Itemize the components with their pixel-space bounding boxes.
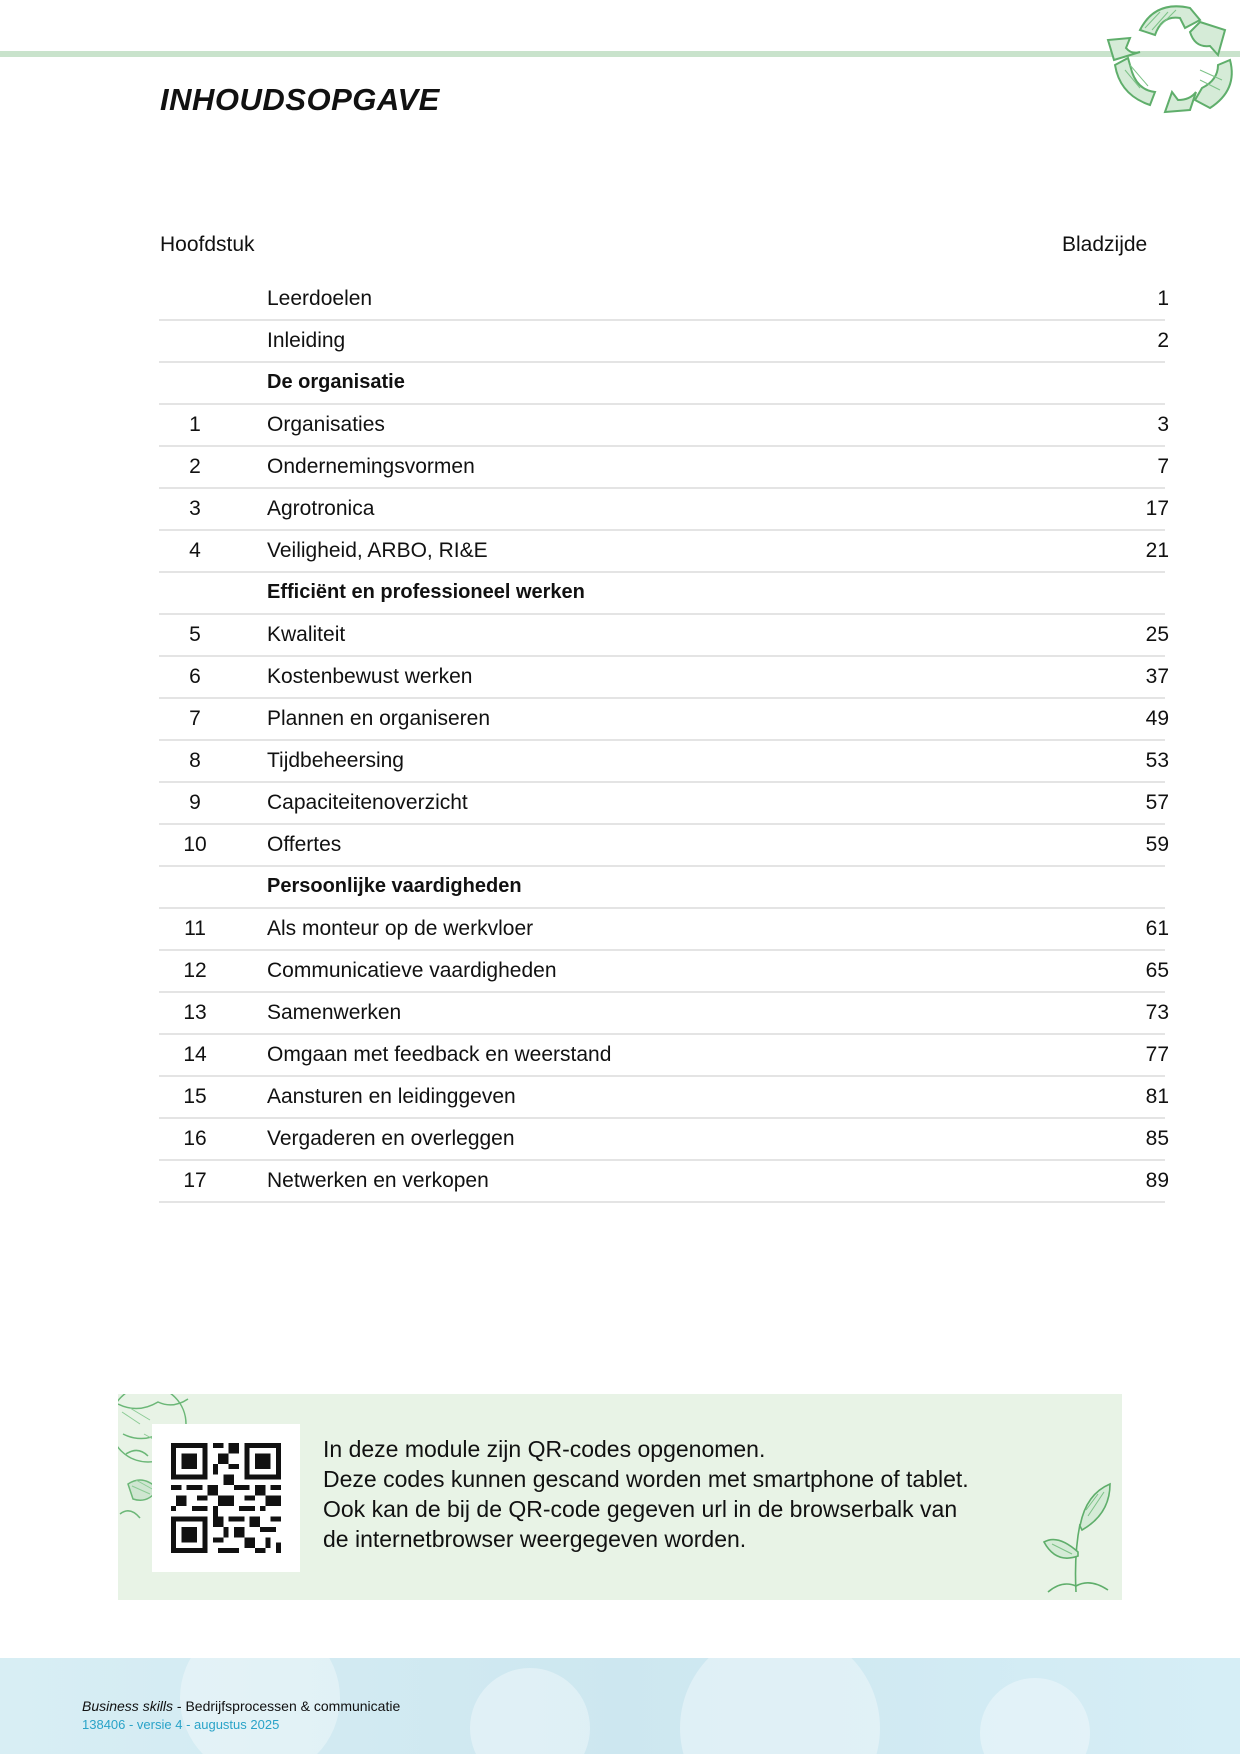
qr-info-line: de internetbrowser weergegeven worden. [323, 1526, 747, 1552]
toc-entry [159, 783, 1169, 825]
toc-page-number: 49 [1145, 707, 1169, 730]
toc-page-number: 59 [1145, 833, 1169, 856]
toc-entry [159, 909, 1169, 951]
toc-chapter-number: 7 [189, 707, 201, 730]
toc-entry [159, 405, 1169, 447]
toc-entry [159, 279, 1169, 321]
toc-page-number: 2 [1157, 329, 1169, 352]
toc-entry [159, 615, 1169, 657]
toc-title: Capaciteitenoverzicht [267, 791, 468, 814]
toc-title: Aansturen en leidinggeven [267, 1085, 516, 1108]
toc-title: Plannen en organiseren [267, 707, 491, 730]
toc-entry [159, 1161, 1169, 1203]
toc-title: Inleiding [267, 329, 346, 352]
qr-code [152, 1424, 300, 1572]
toc-section-heading [159, 363, 1165, 405]
footer [0, 1658, 1240, 1754]
toc-section-heading [159, 573, 1165, 615]
toc-page-number: 53 [1145, 749, 1169, 772]
table-of-contents [159, 279, 1169, 1203]
toc-chapter-number: 16 [183, 1127, 207, 1150]
toc-page-number: 25 [1145, 623, 1169, 646]
qr-info-line: Ook kan de bij de QR-code gegeven url in de browserbalk van [323, 1496, 958, 1522]
toc-chapter-number: 17 [183, 1169, 207, 1192]
toc-title: Agrotronica [267, 497, 375, 520]
toc-entry [159, 447, 1169, 489]
toc-chapter-number: 3 [189, 497, 201, 520]
toc-page-number: 37 [1145, 665, 1169, 688]
toc-page-number: 7 [1157, 455, 1169, 478]
toc-entry [159, 657, 1169, 699]
footer-version: 138406 - versie 4 - augustus 2025 [82, 1717, 280, 1732]
toc-chapter-number: 1 [189, 413, 201, 436]
footer-subtitle: - Bedrijfsprocessen & communicatie [173, 1698, 401, 1714]
toc-entry [159, 1035, 1169, 1077]
toc-page-number: 89 [1145, 1169, 1169, 1192]
qr-info-line: Deze codes kunnen gescand worden met smartphone of tablet. [323, 1466, 969, 1492]
toc-title: Als monteur op de werkvloer [267, 917, 534, 940]
toc-title: Leerdoelen [267, 287, 373, 310]
column-header-page: Bladzijde [1062, 233, 1148, 256]
qr-code-image [171, 1443, 281, 1553]
toc-entry [159, 1119, 1169, 1161]
toc-page-number: 61 [1145, 917, 1169, 940]
sprout-icon [1038, 1474, 1118, 1596]
toc-page-number: 3 [1157, 413, 1169, 436]
toc-entry [159, 825, 1169, 867]
toc-chapter-number: 5 [189, 623, 201, 646]
header-rule [0, 51, 1240, 57]
footer-book-title: Business skills [82, 1698, 174, 1714]
toc-title: Efficiënt en professioneel werken [267, 581, 585, 603]
recycle-icon [1100, 0, 1240, 118]
toc-title: De organisatie [267, 371, 405, 393]
column-header-chapter: Hoofdstuk [160, 233, 255, 256]
toc-title: Communicatieve vaardigheden [267, 959, 557, 982]
toc-page-number: 85 [1145, 1127, 1169, 1150]
footer-bubble [680, 1658, 880, 1754]
toc-chapter-number: 15 [183, 1085, 207, 1108]
toc-entry [159, 699, 1169, 741]
toc-title: Kwaliteit [267, 623, 346, 646]
toc-entry [159, 1077, 1169, 1119]
footer-title [82, 1698, 400, 1714]
toc-title: Offertes [267, 833, 342, 856]
toc-title: Netwerken en verkopen [267, 1169, 489, 1192]
toc-title: Kostenbewust werken [267, 665, 473, 688]
toc-title: Veiligheid, ARBO, RI&E [267, 539, 488, 562]
toc-chapter-number: 8 [189, 749, 201, 772]
qr-info-line: In deze module zijn QR-codes opgenomen. [323, 1436, 766, 1462]
toc-page-number: 1 [1157, 287, 1169, 310]
toc-chapter-number: 11 [184, 917, 206, 940]
toc-chapter-number: 10 [183, 833, 207, 856]
toc-title: Samenwerken [267, 1001, 402, 1024]
toc-page-number: 77 [1145, 1043, 1169, 1066]
toc-entry [159, 531, 1169, 573]
toc-page-number: 17 [1145, 497, 1169, 520]
toc-entry [159, 489, 1169, 531]
toc-title: Persoonlijke vaardigheden [267, 875, 522, 897]
toc-chapter-number: 2 [189, 455, 201, 478]
footer-bubble [980, 1678, 1090, 1754]
toc-page-number: 81 [1145, 1085, 1169, 1108]
toc-entry [159, 741, 1169, 783]
toc-page-number: 73 [1145, 1001, 1169, 1024]
toc-chapter-number: 4 [189, 539, 201, 562]
toc-chapter-number: 9 [189, 791, 201, 814]
toc-title: Omgaan met feedback en weerstand [267, 1043, 612, 1066]
toc-entry [159, 993, 1169, 1035]
footer-bubble [470, 1668, 590, 1754]
toc-entry [159, 321, 1169, 363]
toc-chapter-number: 14 [183, 1043, 207, 1066]
toc-entry [159, 951, 1169, 993]
toc-chapter-number: 6 [189, 665, 201, 688]
page-title: INHOUDSOPGAVE [160, 82, 440, 117]
toc-title: Vergaderen en overleggen [267, 1127, 515, 1150]
toc-page-number: 57 [1145, 791, 1169, 814]
toc-page-number: 65 [1145, 959, 1169, 982]
qr-info-text [323, 1434, 969, 1554]
toc-title: Tijdbeheersing [267, 749, 404, 772]
toc-title: Ondernemingsvormen [267, 455, 475, 478]
toc-chapter-number: 12 [183, 959, 207, 982]
qr-info-box [118, 1394, 1122, 1600]
toc-title: Organisaties [267, 413, 385, 436]
toc-page-number: 21 [1145, 539, 1169, 562]
toc-section-heading [159, 867, 1165, 909]
toc-chapter-number: 13 [183, 1001, 207, 1024]
